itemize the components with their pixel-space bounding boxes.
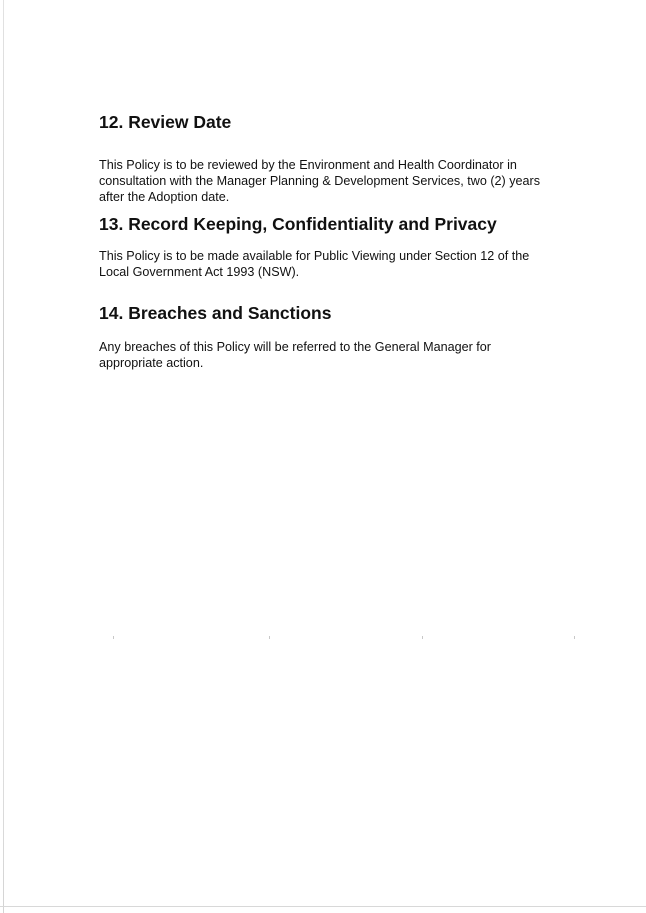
scan-speck xyxy=(269,636,270,639)
section-breaches-heading-block xyxy=(99,302,569,324)
section-body-review-date xyxy=(99,157,569,205)
scan-speck xyxy=(422,636,423,639)
section-heading-record-keeping: 13. Record Keeping, Confidentiality and Privacy xyxy=(99,214,497,234)
section-review-date-heading-block xyxy=(99,111,569,133)
section-body-breaches xyxy=(99,339,569,371)
body-line: consultation with the Manager Planning & Development Services, two (2) years xyxy=(99,174,541,188)
scan-bottom-edge xyxy=(0,906,646,907)
section-heading-breaches: 14. Breaches and Sanctions xyxy=(99,303,332,323)
section-body-record-keeping xyxy=(99,248,569,280)
section-heading-review-date: 12. Review Date xyxy=(99,112,232,132)
scan-speck xyxy=(113,636,114,639)
body-line: This Policy is to be made available for Public Viewing under Section 12 of the xyxy=(99,249,530,263)
section-record-keeping-heading-block xyxy=(99,213,569,235)
body-line: Any breaches of this Policy will be referred to the General Manager for xyxy=(99,340,491,354)
scan-speck xyxy=(574,636,575,639)
scan-left-edge xyxy=(3,0,4,913)
body-line: Local Government Act 1993 (NSW). xyxy=(99,265,300,279)
body-line: appropriate action. xyxy=(99,356,204,370)
body-line: after the Adoption date. xyxy=(99,190,230,204)
body-line: This Policy is to be reviewed by the Environment and Health Coordinator in xyxy=(99,158,517,172)
